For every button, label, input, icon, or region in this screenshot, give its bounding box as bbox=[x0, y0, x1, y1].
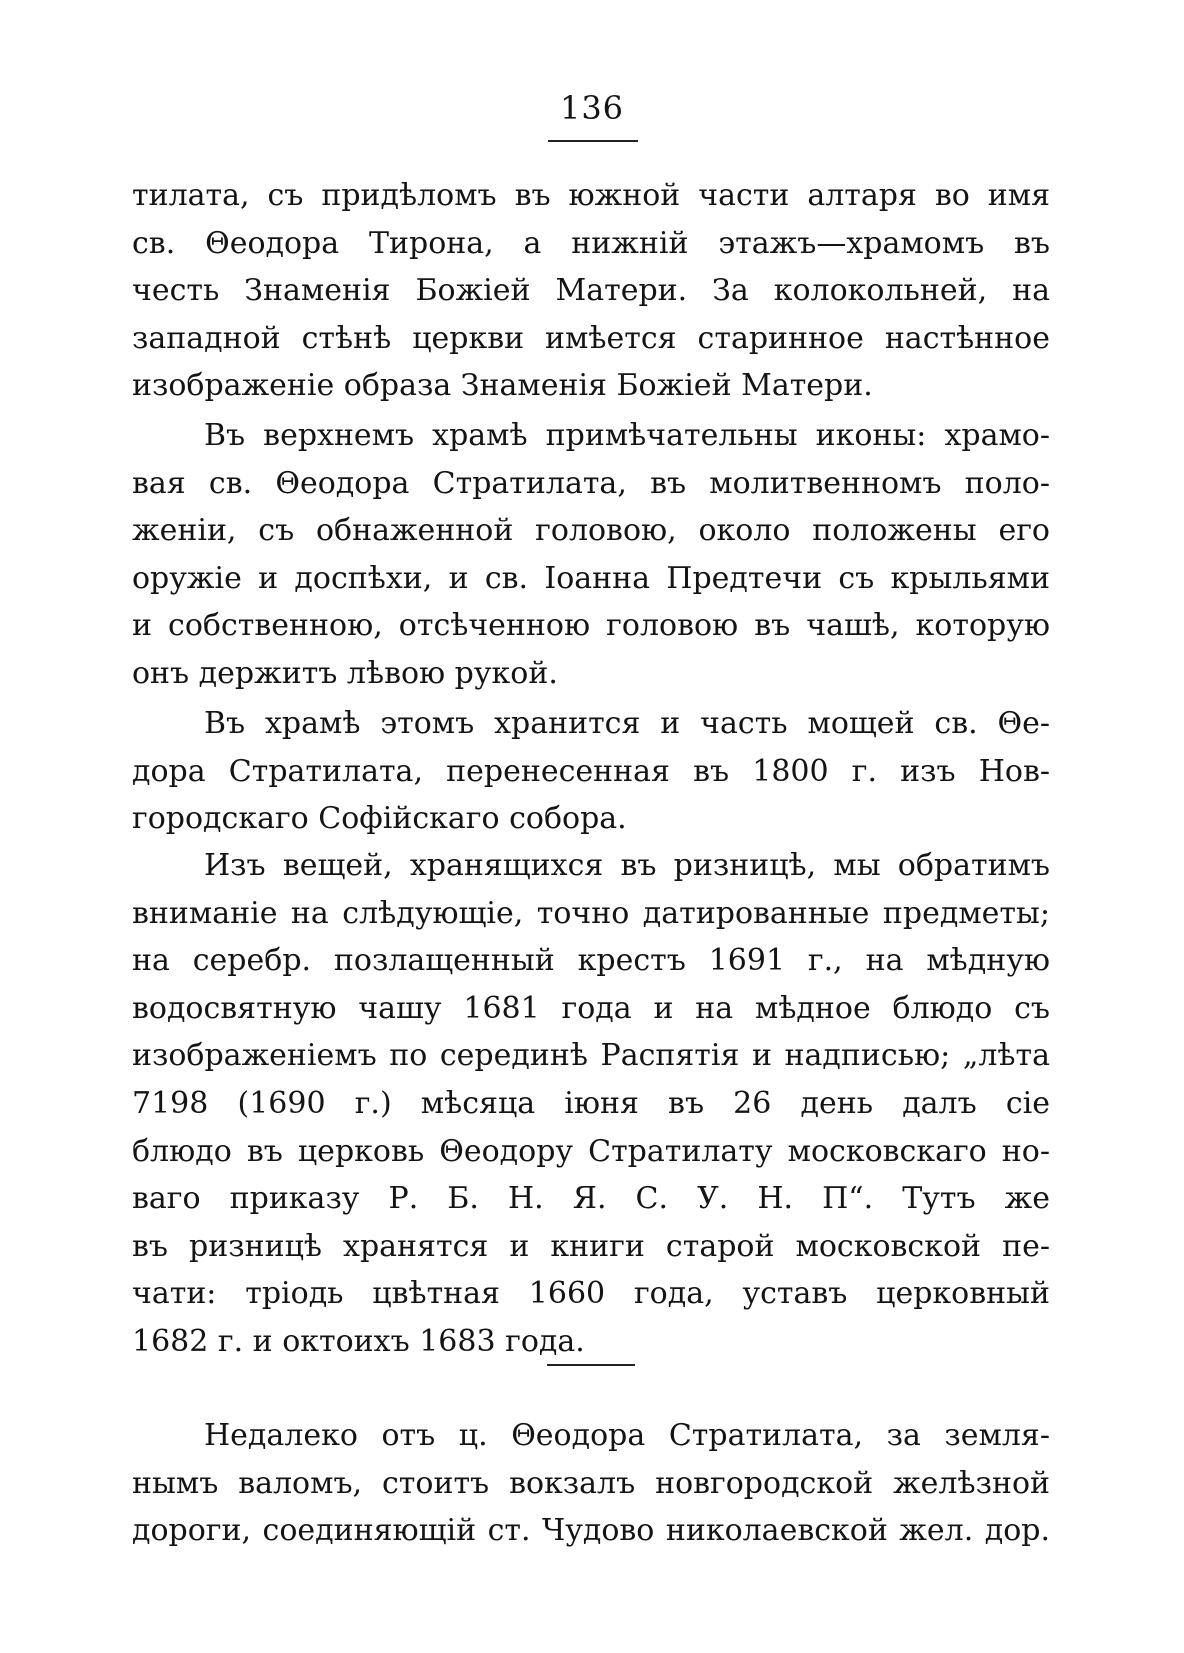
text-line: Изъ вещей, хранящихся въ ризницѣ, мы обратимъ bbox=[204, 848, 1050, 883]
page-number: 136 bbox=[559, 89, 625, 127]
text-line: Въ храмѣ этомъ хранится и часть мощей св. Θе- bbox=[204, 706, 1050, 741]
paragraph-2 bbox=[132, 412, 1050, 698]
text-line: св. Θеодора Тирона, а нижній этажъ—храмомъ въ bbox=[132, 225, 1050, 261]
text-line: Въ верхнемъ храмѣ примѣчательны иконы: храмо- bbox=[204, 418, 1050, 453]
text-line: онъ держитъ лѣвою рукой. bbox=[132, 655, 558, 691]
text-line: водосвятную чашу 1681 года и на мѣдное блюдо съ bbox=[132, 990, 1050, 1026]
page-number-underline bbox=[548, 140, 638, 142]
text-line: блюдо въ церковь Θеодору Стратилату московскаго но- bbox=[132, 1133, 1050, 1169]
text-line: дора Стратилата, перенесенная въ 1800 г. изъ Нов- bbox=[132, 753, 1050, 789]
text-line: городскаго Софійскаго собора. bbox=[132, 801, 627, 837]
section-divider bbox=[547, 1364, 635, 1366]
text-line: дороги, соединяющій ст. Чудово николаевской жел. дор. bbox=[132, 1513, 1050, 1549]
paragraph-3 bbox=[132, 700, 1050, 843]
text-line: на серебр. позлащенный крестъ 1691 г., на мѣдную bbox=[132, 943, 1050, 979]
paragraph-1 bbox=[132, 172, 1050, 410]
text-line: ваго приказу Р. Б. Н. Я. С. У. Н. П“. Тутъ же bbox=[132, 1181, 1050, 1217]
text-line: чати: тріодь цвѣтная 1660 года, уставъ церковный bbox=[132, 1276, 1050, 1312]
text-line: изображеніе образа Знаменія Божіей Матери. bbox=[132, 368, 873, 404]
text-line: честь Знаменія Божіей Матери. За колокольней, на bbox=[132, 273, 1050, 309]
text-line: изображеніемъ по серединѣ Распятія и надписью; „лѣта bbox=[132, 1038, 1050, 1074]
text-line: вниманіе на слѣдующіе, точно датированные предметы; bbox=[132, 895, 1050, 931]
text-line: 7198 (1690 г.) мѣсяца іюня въ 26 день далъ сіе bbox=[132, 1085, 1050, 1121]
text-line: женіи, съ обнаженной головою, около положены его bbox=[132, 513, 1050, 549]
text-line: и собственною, отсѣченною головою въ чашѣ, которую bbox=[132, 608, 1050, 644]
text-line: тилата, съ придѣломъ въ южной части алтаря во имя bbox=[132, 178, 1050, 213]
paragraph-4 bbox=[132, 842, 1050, 1366]
text-line: 1682 г. и октоихъ 1683 года. bbox=[132, 1323, 585, 1359]
text-line: Недалеко отъ ц. Θеодора Стратилата, за земля- bbox=[204, 1418, 1050, 1453]
paragraph-5 bbox=[132, 1412, 1050, 1555]
text-line: западной стѣнѣ церкви имѣется старинное настѣнное bbox=[132, 320, 1050, 356]
text-line: оружіе и доспѣхи, и св. Іоанна Предтечи съ крыльями bbox=[132, 560, 1050, 596]
text-line: въ ризницѣ хранятся и книги старой московской пе- bbox=[132, 1228, 1050, 1264]
text-line: нымъ валомъ, стоитъ вокзалъ новгородской желѣзной bbox=[132, 1465, 1050, 1501]
text-line: вая св. Θеодора Стратилата, въ молитвенномъ поло- bbox=[132, 465, 1050, 501]
